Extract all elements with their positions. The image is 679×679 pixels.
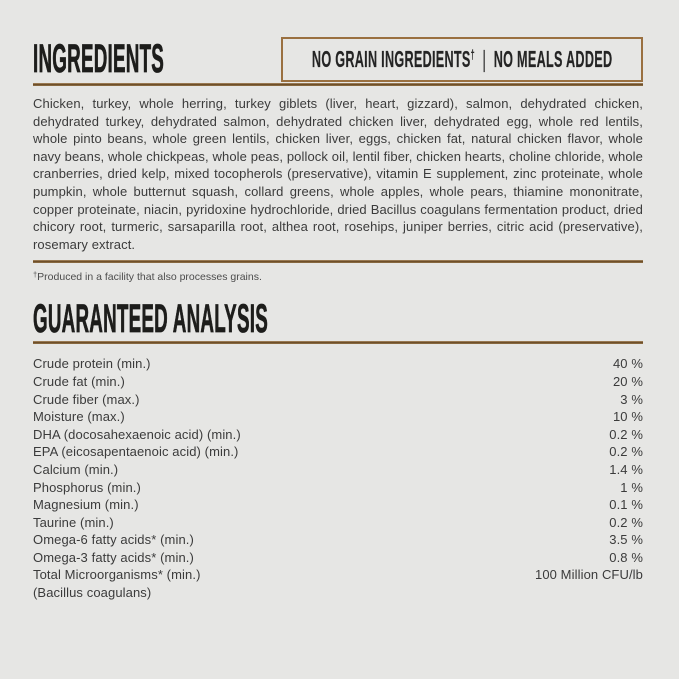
nutrient-label: DHA (docosahexaenoic acid) (min.) <box>33 426 241 442</box>
nutrient-value: 20 % <box>612 373 643 389</box>
table-row <box>33 443 643 461</box>
nutrient-value: 10 % <box>612 409 643 425</box>
analysis-divider-rule <box>33 341 643 344</box>
footnote-divider-rule <box>33 260 643 263</box>
no-grain-no-meals-badge <box>281 37 643 82</box>
nutrient-value: 0.2 % <box>609 426 643 442</box>
nutrient-label: Crude fat (min.) <box>33 373 125 389</box>
footnote-text: Produced in a facility that also processes grains. <box>37 271 262 284</box>
nutrient-value: 0.8 % <box>609 549 643 565</box>
nutrient-label: EPA (eicosapentaenoic acid) (min.) <box>33 444 239 460</box>
badge-separator: | <box>482 46 486 72</box>
nutrient-label: Omega-6 fatty acids* (min.) <box>33 532 194 548</box>
nutrient-value: 0.2 % <box>609 514 643 530</box>
guaranteed-analysis-table <box>33 355 643 601</box>
nutrient-label: Moisture (max.) <box>33 409 125 425</box>
table-row <box>33 514 643 532</box>
nutrient-label: Taurine (min.) <box>33 514 114 530</box>
table-row <box>33 355 643 373</box>
ingredients-header <box>33 37 643 83</box>
nutrient-value: 1.4 % <box>609 461 643 477</box>
table-row <box>33 391 643 409</box>
nutrient-value: 0.2 % <box>609 444 643 460</box>
table-row <box>33 426 643 444</box>
grains-footnote <box>33 268 643 284</box>
table-row <box>33 461 643 479</box>
guaranteed-analysis-title-text: GUARANTEED ANALYSIS <box>33 297 268 342</box>
table-row <box>33 496 643 514</box>
badge-no-grain-label: NO GRAIN INGREDIENTS <box>311 46 471 72</box>
nutrient-label: Calcium (min.) <box>33 461 119 477</box>
nutrient-label: Crude fiber (max.) <box>33 391 140 407</box>
table-row <box>33 566 643 584</box>
nutrient-value: 1 % <box>620 479 643 495</box>
ingredients-divider-rule <box>33 83 643 86</box>
badge-no-meals-label: NO MEALS ADDED <box>493 46 613 72</box>
table-row <box>33 549 643 567</box>
nutrient-value: 3 % <box>620 391 643 407</box>
table-row <box>33 479 643 497</box>
table-row <box>33 584 643 602</box>
table-row <box>33 531 643 549</box>
badge-dagger: † <box>470 47 475 62</box>
nutrient-value: 3.5 % <box>609 532 643 548</box>
table-row <box>33 408 643 426</box>
nutrient-label: (Bacillus coagulans) <box>33 585 152 601</box>
ingredients-title-text: INGREDIENTS <box>33 37 165 81</box>
nutrient-label: Phosphorus (min.) <box>33 479 141 495</box>
nutrient-label: Omega-3 fatty acids* (min.) <box>33 549 194 565</box>
nutrient-value: 0.1 % <box>609 497 643 513</box>
nutrient-label: Total Microorganisms* (min.) <box>33 567 201 583</box>
guaranteed-analysis-title <box>33 297 643 342</box>
ingredients-list-paragraph: Chicken, turkey, whole herring, turkey giblets (liver, heart, gizzard), salmon, dehydrated chicken, dehydrated turkey, dehydrated salmon, dehydrated chicken liver, dehydrated egg, whole red lentils, whole pinto beans, whole green lentils, chicken liver, eggs, chicken fat, natural chicken flavor, whole navy beans, whole chickpeas, whole peas, pollock oil, lentil fiber, chicken hearts, choline chloride, whole cranberries, dried kelp, mixed tocopherols (preservative), vitamin E supplement, zinc proteinate, whole pumpkin, whole butternut squash, collard greens, whole apples, whole pears, thiamine mononitrate, copper proteinate, niacin, pyridoxine hydrochloride, dried Bacillus coagulans fermentation product, dried chicory root, turmeric, sarsaparilla root, althea root, rosehips, juniper berries, citric acid (preservative), rosemary extract. <box>33 96 643 252</box>
badge-text <box>312 46 612 73</box>
nutrient-value: 40 % <box>612 356 643 372</box>
table-row <box>33 373 643 391</box>
footnote-dagger: † <box>33 270 38 280</box>
nutrient-label: Crude protein (min.) <box>33 356 151 372</box>
nutrient-value: 100 Million CFU/lb <box>534 567 643 583</box>
nutrient-label: Magnesium (min.) <box>33 497 139 513</box>
ingredients-title <box>33 39 312 79</box>
